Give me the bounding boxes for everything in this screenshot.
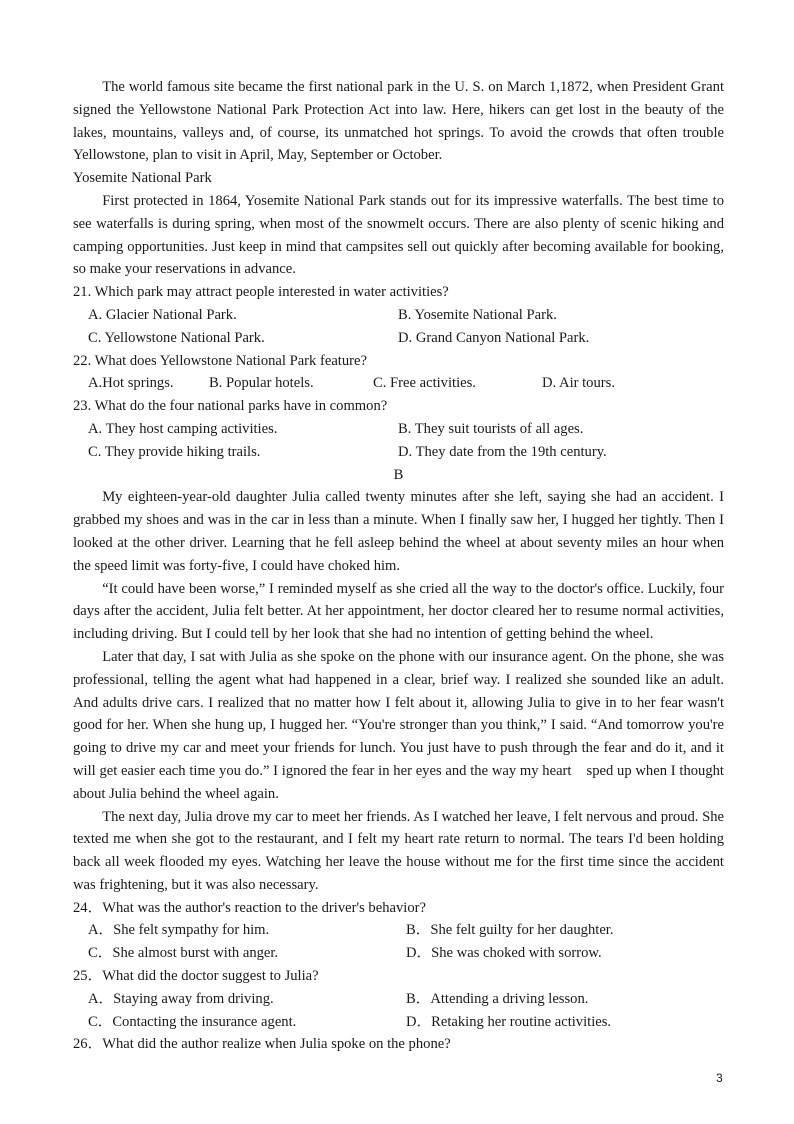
yosemite-heading: Yosemite National Park xyxy=(73,170,212,187)
question-22-options xyxy=(73,372,724,395)
option-c: C. Free activities. xyxy=(373,375,476,392)
question-25-options xyxy=(73,988,724,1011)
question-22: 22. What does Yellowstone National Park feature? xyxy=(73,352,367,369)
question-21: 21. Which park may attract people interested in water activities? xyxy=(73,284,449,301)
question-24-options xyxy=(73,942,724,965)
question-23-options xyxy=(73,418,724,441)
option-b: B. Yosemite National Park. xyxy=(398,306,557,323)
question-21-options xyxy=(73,327,724,350)
option-d: D. They date from the 19th century. xyxy=(398,443,607,460)
page-content xyxy=(73,76,728,1056)
question-23: 23. What do the four national parks have in common? xyxy=(73,398,388,415)
option-d: D．Retaking her routine activities. xyxy=(406,1013,612,1030)
option-c: C. They provide hiking trails. xyxy=(88,443,261,460)
option-c: C. Yellowstone National Park. xyxy=(88,329,265,346)
option-b: B. Popular hotels. xyxy=(209,375,314,392)
option-b: B. They suit tourists of all ages. xyxy=(398,420,584,437)
option-b: B．She felt guilty for her daughter. xyxy=(406,922,614,939)
option-c: C．She almost burst with anger. xyxy=(88,945,279,962)
passage-a-paragraph-2: First protected in 1864, Yosemite National Park stands out for its impressive waterfalls. The best time to see waterfalls is during spring, when most of the snowmelt occurs. There are also plenty of scenic hiking and camping opportunities. Just keep in mind that campsites sell out quickly after becoming available for booking, so make your reservations in advance. xyxy=(73,192,724,278)
option-a: A. Glacier National Park. xyxy=(88,306,237,323)
option-c: C．Contacting the insurance agent. xyxy=(88,1013,297,1030)
option-a: A.Hot springs. xyxy=(88,375,174,392)
question-24-options xyxy=(73,919,724,942)
question-25-options xyxy=(73,1011,724,1034)
option-d: D. Air tours. xyxy=(542,375,615,392)
question-24: 24．What was the author's reaction to the driver's behavior? xyxy=(73,899,426,916)
passage-b-paragraph-1: My eighteen-year-old daughter Julia called twenty minutes after she left, saying she had an accident. I grabbed my shoes and was in the car in less than a minute. When I finally saw her, I hugged her tightly. Then I looked at the other driver. Learning that he fell asleep behind the wheel at about seventy miles an hour when the speed limit was forty-five, I could have choked him. xyxy=(73,489,724,574)
option-b: B．Attending a driving lesson. xyxy=(406,990,589,1007)
passage-b-paragraph-2: “It could have been worse,” I reminded myself as she cried all the way to the doctor's office. Luckily, four days after the accident, Julia felt better. At her appointment, her doctor cleared her to resume normal activities, including driving. But I could tell by her look that she had no intention of getting behind the wheel. xyxy=(73,580,724,643)
question-23-options xyxy=(73,441,724,464)
question-26: 26．What did the author realize when Julia spoke on the phone? xyxy=(73,1036,451,1053)
question-25: 25．What did the doctor suggest to Julia? xyxy=(73,968,319,985)
page-number: 3 xyxy=(716,1071,723,1085)
passage-b-paragraph-3: Later that day, I sat with Julia as she spoke on the phone with our insurance agent. On the phone, she was professional, telling the agent what had happened in a clear, brief way. I realized she sounded like an adult. And adults drive cars. I realized that no matter how I felt about it, allowing Julia to give in to her fear wasn't good for her. When she hung up, I hugged her. “You're stronger than you think,” I said. “And tomorrow you're going to drive my car and meet your friends for lunch. You just have to push through the fear and do it, and it will get easier each time you do.” I ignored the fear in her eyes and the way my heart sped up when I thought about Julia behind the wheel again. xyxy=(73,648,728,802)
option-a: A．She felt sympathy for him. xyxy=(88,922,270,939)
question-21-options xyxy=(73,304,724,327)
option-d: D. Grand Canyon National Park. xyxy=(398,329,590,346)
option-a: A. They host camping activities. xyxy=(88,420,278,437)
section-b-label: B xyxy=(393,466,404,483)
option-d: D．She was choked with sorrow. xyxy=(406,945,602,962)
option-a: A．Staying away from driving. xyxy=(88,990,274,1007)
passage-a-paragraph-1: The world famous site became the first national park in the U. S. on March 1,1872, when President Grant signed the Yellowstone National Park Protection Act into law. Here, hikers can get lost in the beauty of the lakes, mountains, valleys and, of course, its unmatched hot springs. To avoid the crowds that often trouble Yellowstone, plan to visit in April, May, September or October. xyxy=(73,79,724,164)
passage-b-paragraph-4: The next day, Julia drove my car to meet her friends. As I watched her leave, I felt nervous and proud. She texted me when she got to the restaurant, and I felt my heart rate return to normal. The tears I'd been holding back all week flooded my eyes. Watching her leave the house without me for the first time since the accident was frightening, but it was also necessary. xyxy=(73,808,724,893)
